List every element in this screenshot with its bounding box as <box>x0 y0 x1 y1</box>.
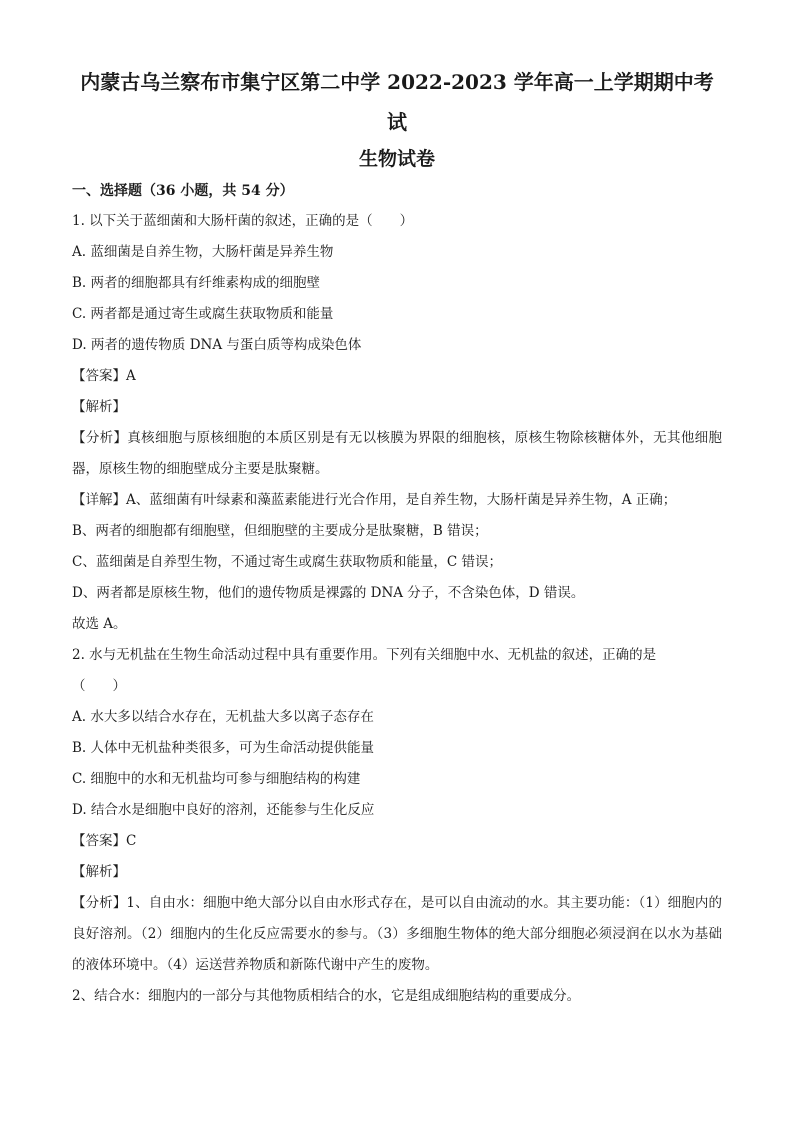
question-2-option-a: A. 水大多以结合水存在，无机盐大多以离子态存在 <box>72 709 374 725</box>
question-1-analysis-label: 【解析】 <box>72 399 126 415</box>
question-2-answer: 【答案】C <box>72 833 137 849</box>
question-1-option-a: A. 蓝细菌是自养生物，大肠杆菌是异养生物 <box>72 244 334 260</box>
question-2 <box>72 640 722 1012</box>
document-page <box>72 62 722 1012</box>
question-1-conclusion: 故选 A。 <box>72 616 127 632</box>
question-1-detail-c: C、蓝细菌是自养型生物，不通过寄生或腐生获取物质和能量，C 错误； <box>72 554 502 570</box>
question-1-stem: 1. 以下关于蓝细菌和大肠杆菌的叙述，正确的是（ ） <box>72 213 414 229</box>
question-1-option-d: D. 两者的遗传物质 DNA 与蛋白质等构成染色体 <box>72 337 362 353</box>
question-1-option-c: C. 两者都是通过寄生或腐生获取物质和能量 <box>72 306 334 322</box>
question-1-option-b: B. 两者的细胞都具有纤维素构成的细胞壁 <box>72 275 321 291</box>
question-1-detail-d: D、两者都是原核生物，他们的遗传物质是裸露的 DNA 分子，不含染色体，D 错误。 <box>72 585 585 601</box>
question-1 <box>72 206 722 640</box>
question-2-stem-line-1: 2. 水与无机盐在生物生命活动过程中具有重要作用。下列有关细胞中水、无机盐的叙述，正确的是 <box>72 647 657 663</box>
document-title-line-1: 内蒙古乌兰察布市集宁区第二中学 2022-2023 学年高一上学期期中考 <box>80 70 714 94</box>
question-2-option-b: B. 人体中无机盐种类很多，可为生命活动提供能量 <box>72 740 375 756</box>
question-2-analysis: 【分析】1、自由水：细胞中绝大部分以自由水形式存在，是可以自由流动的水。其主要功能：（1）细胞内的良好溶剂。（2）细胞内的生化反应需要水的参与。（3）多细胞生物体的绝大部分细胞必须浸润在以水为基础的液体环境中。（4）运送营养物质和新陈代谢中产生的废物。 <box>72 895 722 973</box>
question-2-option-c: C. 细胞中的水和无机盐均可参与细胞结构的构建 <box>72 771 361 787</box>
question-1-answer: 【答案】A <box>72 368 136 384</box>
question-1-analysis: 【分析】真核细胞与原核细胞的本质区别是有无以核膜为界限的细胞核，原核生物除核糖体外，无其他细胞器，原核生物的细胞壁成分主要是肽聚糖。 <box>72 430 722 477</box>
question-1-detail-a: 【详解】A、蓝细菌有叶绿素和藻蓝素能进行光合作用，是自养生物，大肠杆菌是异养生物，A 正确； <box>72 492 677 508</box>
document-title-line-2: 试 <box>387 110 407 134</box>
question-1-detail-b: B、两者的细胞都有细胞壁，但细胞壁的主要成分是肽聚糖，B 错误； <box>72 523 488 539</box>
question-2-stem-line-2: （ ） <box>72 678 126 694</box>
question-2-analysis-label: 【解析】 <box>72 864 126 880</box>
question-2-option-d: D. 结合水是细胞中良好的溶剂，还能参与生化反应 <box>72 802 375 818</box>
question-2-point-2: 2、结合水：细胞内的一部分与其他物质相结合的水，它是组成细胞结构的重要成分。 <box>72 988 581 1004</box>
section-heading: 一、选择题（36 小题，共 54 分） <box>72 183 294 199</box>
document-subtitle: 生物试卷 <box>358 148 435 170</box>
